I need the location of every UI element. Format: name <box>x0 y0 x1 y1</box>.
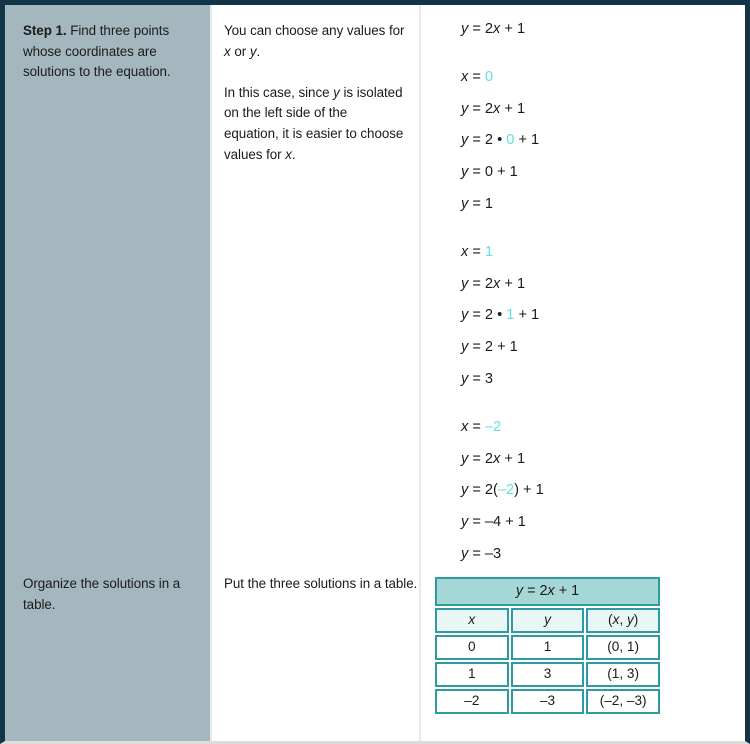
x0-l4-lhs: y <box>461 164 469 181</box>
x0-line-2 <box>461 94 539 126</box>
explain-p1-var-x: x <box>224 43 231 59</box>
xm2-l3-value: –2 <box>497 482 515 499</box>
xm2-l4-rest: = –4 + 1 <box>468 514 526 531</box>
xm2-l3-lhs: y <box>461 482 469 499</box>
table-row <box>435 662 660 687</box>
explain-p2-var-x: x <box>285 146 292 162</box>
x0-assign-eq: = <box>468 69 485 85</box>
table-cell-y: –3 <box>511 689 585 714</box>
x1-line-2 <box>461 269 539 301</box>
xm2-l2-var: x <box>493 450 501 467</box>
table-title-b: + 1 <box>554 582 580 599</box>
xm2-assign-eq: = <box>468 419 485 435</box>
table-title-row <box>435 577 660 606</box>
pair-y-label: y <box>626 612 634 627</box>
table-cell-xy: (1, 3) <box>586 662 660 687</box>
x0-l2-var: x <box>493 100 501 117</box>
x1-l4-rest: = 2 + 1 <box>468 339 518 356</box>
x1-l5-rest: = 3 <box>468 370 494 387</box>
explanation-column <box>212 5 421 741</box>
xm2-l5-rest: = –3 <box>468 545 502 562</box>
x0-line-4 <box>461 157 539 189</box>
explain-p1-var-y: y <box>249 43 257 59</box>
explain-p1-seg2: or <box>230 43 250 59</box>
x0-line-3 <box>461 125 539 157</box>
x0-assign-lhs: x <box>461 69 469 85</box>
x0-l3-b: + 1 <box>514 132 540 149</box>
pair-open-paren: ( <box>608 612 613 627</box>
table-title-var: x <box>547 582 555 599</box>
step-1-text: Find three points whose coordinates are solutions to the equation. <box>23 23 171 80</box>
xm2-assignment <box>461 412 544 444</box>
xm2-line-3 <box>461 475 544 507</box>
x1-l2-b: + 1 <box>500 275 526 292</box>
x0-l4-rest: = 0 + 1 <box>468 164 518 181</box>
table-cell-y: 1 <box>511 635 585 660</box>
x0-l2-lhs: y <box>461 100 469 117</box>
x0-l2-b: + 1 <box>500 100 526 117</box>
x1-assign-eq: = <box>468 244 485 260</box>
x0-l5-lhs: y <box>461 195 469 212</box>
eq-header-lhs: y <box>461 21 469 37</box>
x1-line-5 <box>461 364 539 396</box>
x1-l5-lhs: y <box>461 370 469 387</box>
explain-p2-var-y: y <box>333 84 340 100</box>
step-column <box>5 5 212 741</box>
math-block-x-equals-1 <box>461 237 539 396</box>
table-cell-x: –2 <box>435 689 509 714</box>
eq-header-var: x <box>493 21 501 37</box>
x0-l3-value: 0 <box>506 132 515 149</box>
x1-line-4 <box>461 332 539 364</box>
step-1-description <box>23 21 196 83</box>
explain-p1-seg1: You can choose any values for <box>224 23 405 38</box>
xm2-l3-b: ) + 1 <box>514 482 544 499</box>
table-header-y <box>511 608 585 633</box>
x0-l3-lhs: y <box>461 132 469 149</box>
explain-p2-seg3: . <box>291 146 296 162</box>
xm2-line-2 <box>461 444 544 476</box>
put-solutions-in-table-text: Put the three solutions in a table. <box>224 576 418 591</box>
xm2-l2-b: + 1 <box>500 450 526 467</box>
solution-table-container <box>433 575 662 716</box>
math-block-x-equals-negative-2 <box>461 412 544 571</box>
xm2-line-5 <box>461 539 544 571</box>
table-header-xy-pair <box>586 608 660 633</box>
explain-p1-seg3: . <box>256 43 261 59</box>
eq-header-rel: = 2 <box>468 21 494 37</box>
xm2-l3-a: = 2( <box>468 482 498 499</box>
step-1-label: Step 1. <box>23 23 67 38</box>
x0-line-5 <box>461 189 539 221</box>
x0-assign-value: 0 <box>484 69 494 85</box>
equation-y-eq-2x-plus-1 <box>461 14 525 46</box>
table-row <box>435 689 660 714</box>
explain-p2-seg1: In this case, since <box>224 84 334 100</box>
x1-l4-lhs: y <box>461 339 469 356</box>
pair-comma: , <box>619 612 627 627</box>
organize-solutions-text: Organize the solutions in a table. <box>23 576 181 612</box>
x1-l2-lhs: y <box>461 275 469 292</box>
math-block-equation-header <box>461 14 525 46</box>
x1-line-3 <box>461 300 539 332</box>
xm2-l2-a: = 2 <box>468 450 494 467</box>
xm2-l4-lhs: y <box>461 514 469 531</box>
math-work-column <box>421 5 745 741</box>
xm2-l5-lhs: y <box>461 545 469 562</box>
solution-table <box>433 575 662 716</box>
eq-header-rhs: + 1 <box>500 21 526 37</box>
xm2-l2-lhs: y <box>461 450 469 467</box>
xm2-assign-lhs: x <box>461 419 469 435</box>
table-cell-xy: (–2, –3) <box>586 689 660 714</box>
table-cell-y: 3 <box>511 662 585 687</box>
table-header-row <box>435 608 660 633</box>
table-title-lhs: y <box>515 582 524 599</box>
explanation-paragraph-1 <box>224 21 405 62</box>
three-column-grid <box>5 5 745 741</box>
table-row <box>435 635 660 660</box>
x1-l2-var: x <box>493 275 501 292</box>
x1-l2-a: = 2 <box>468 275 494 292</box>
table-header-y-label: y <box>544 612 551 627</box>
x1-l3-value: 1 <box>506 307 515 324</box>
x0-l5-rest: = 1 <box>468 195 494 212</box>
x1-l3-b: + 1 <box>514 307 540 324</box>
xm2-line-4 <box>461 507 544 539</box>
table-cell-xy: (0, 1) <box>586 635 660 660</box>
table-cell-x: 0 <box>435 635 509 660</box>
explanation-paragraph-2 <box>224 83 405 165</box>
x0-l3-a: = 2 • <box>468 132 507 149</box>
table-header-x-label: x <box>468 612 476 627</box>
table-title-cell <box>435 577 660 606</box>
pair-close-paren: ) <box>633 612 639 627</box>
x1-l3-a: = 2 • <box>468 307 507 324</box>
x1-assignment <box>461 237 539 269</box>
x0-l2-a: = 2 <box>468 100 494 117</box>
math-block-x-equals-0 <box>461 62 539 221</box>
x0-assignment <box>461 62 539 94</box>
x1-assign-value: 1 <box>484 244 494 260</box>
pair-x-label: x <box>612 612 620 627</box>
x1-l3-lhs: y <box>461 307 469 324</box>
table-cell-x: 1 <box>435 662 509 687</box>
x1-assign-lhs: x <box>461 244 469 260</box>
xm2-assign-value: –2 <box>484 419 502 435</box>
table-header-x <box>435 608 509 633</box>
explain-p2-seg2: is isolated on the left side of the equation, it is easier to choose values for <box>224 84 404 162</box>
table-title-a: = 2 <box>523 582 548 599</box>
